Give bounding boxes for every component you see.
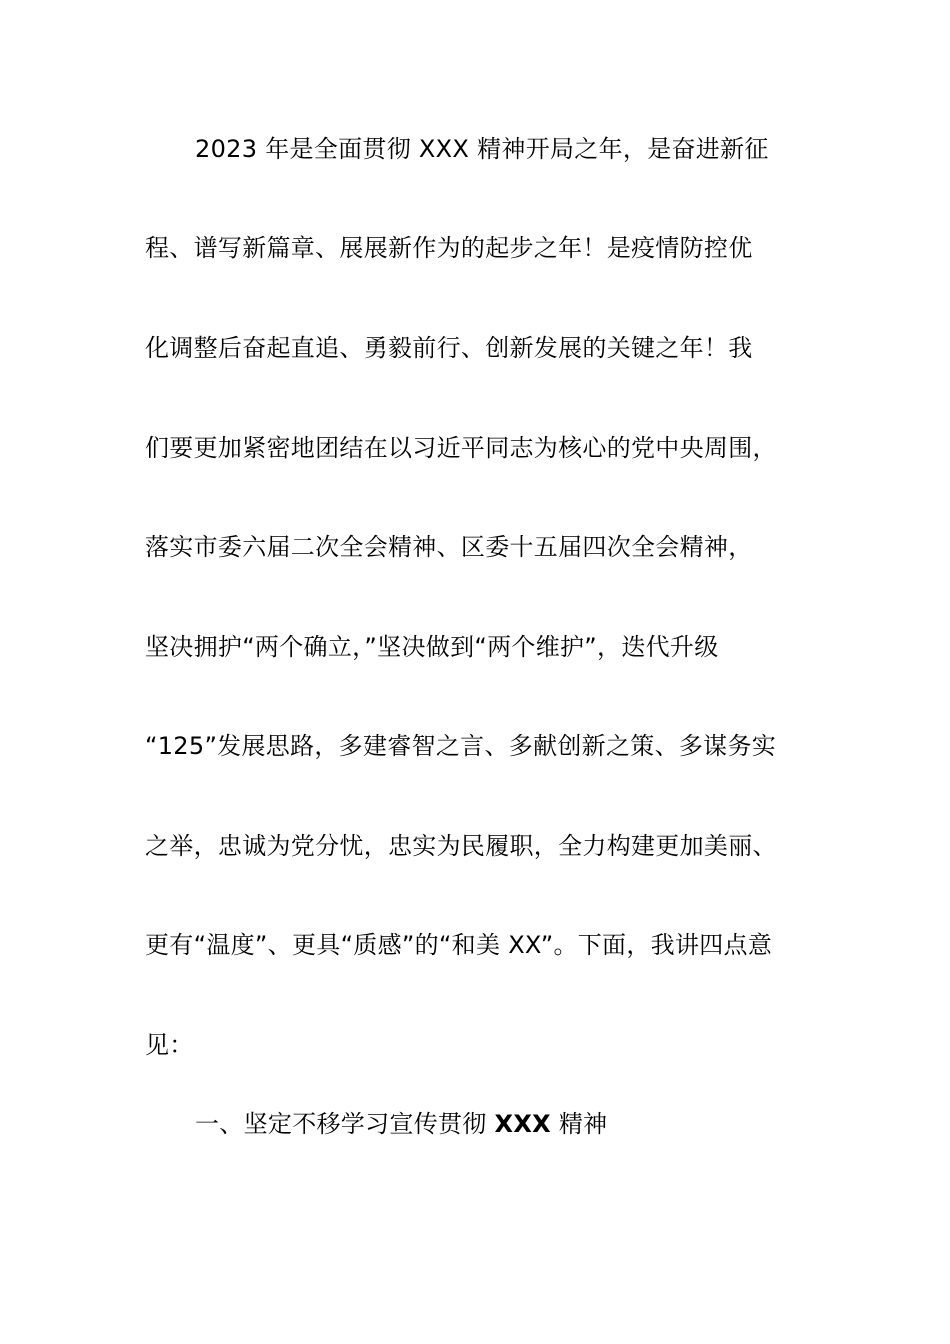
paragraph-line-2: 程、谱写新篇章、展展新作为的起步之年！是疫情防控优 <box>145 234 753 262</box>
paragraph-line-3: 化调整后奋起直追、勇毅前行、创新发展的关键之年！我 <box>145 334 753 362</box>
paragraph-line-7: “125”发展思路，多建睿智之言、多献创新之策、多谋务实 <box>145 732 777 760</box>
paragraph-line-8: 之举，忠诚为党分忧，忠实为民履职，全力构建更加美丽、 <box>145 832 777 860</box>
paragraph-line-1: 2023 年是全面贯彻 XXX 精神开局之年，是奋进新征 <box>195 135 769 163</box>
section-heading-bold: XXX <box>494 1110 551 1138</box>
paragraph-line-5: 落实市委六届二次全会精神、区委十五届四次全会精神， <box>145 533 753 561</box>
section-heading-suffix: 精神 <box>550 1110 608 1138</box>
section-heading <box>195 1108 607 1140</box>
paragraph-line-9: 更有“温度”、更具“质感”的“和美 XX”。下面，我讲四点意 <box>145 931 773 959</box>
paragraph-line-6: 坚决拥护“两个确立，”坚决做到“两个维护”，迭代升级 <box>145 633 719 661</box>
paragraph-line-4: 们要更加紧密地团结在以习近平同志为核心的党中央周围， <box>145 434 777 462</box>
paragraph-line-10: 见： <box>145 1031 194 1059</box>
section-heading-prefix: 一、坚定不移学习宣传贯彻 <box>195 1110 495 1138</box>
